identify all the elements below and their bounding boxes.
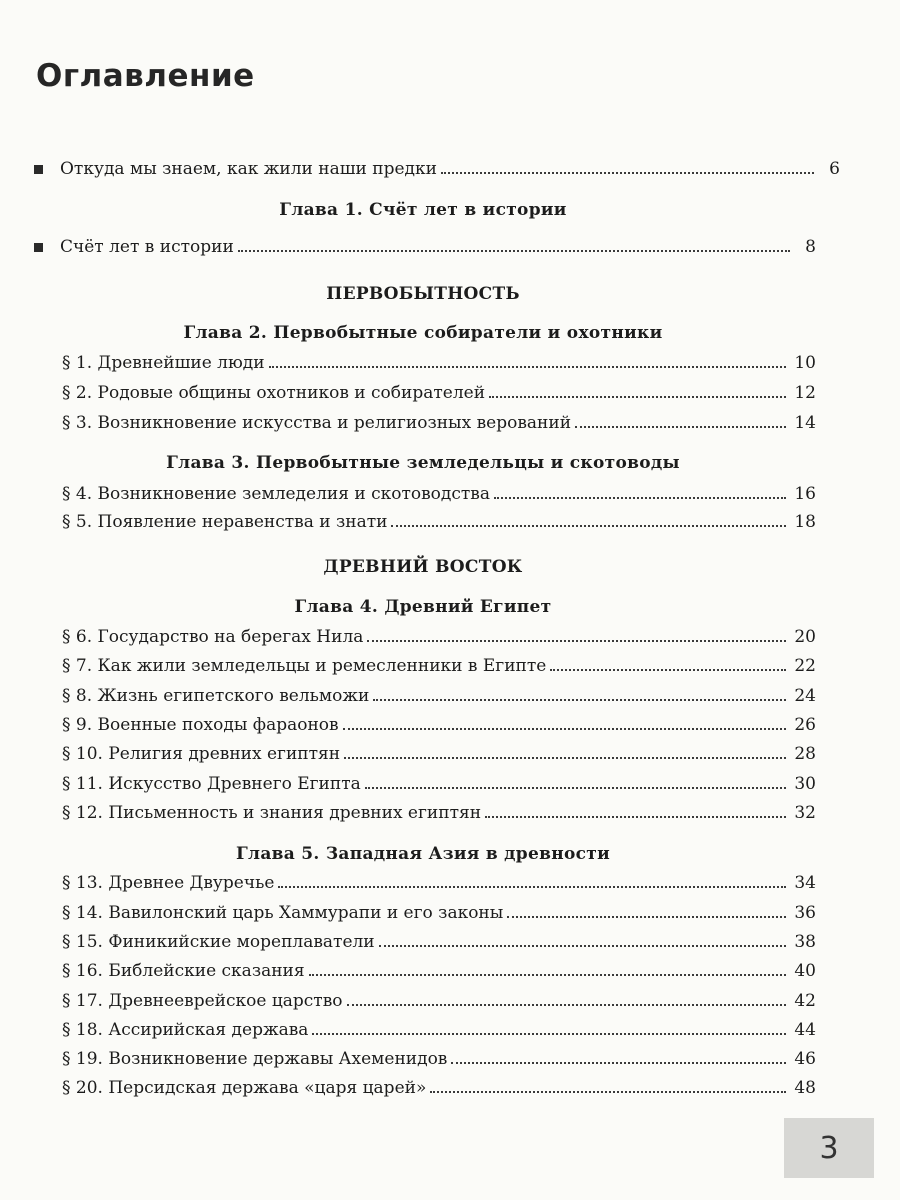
dot-leader — [278, 886, 786, 888]
chapter-heading: Глава 4. Древний Египет — [294, 597, 552, 617]
toc-entry-page: 24 — [794, 686, 816, 706]
toc-entry-page: 14 — [794, 413, 816, 433]
toc-entry-page: 12 — [794, 383, 816, 403]
toc-entry-page: 30 — [794, 774, 816, 794]
dot-leader — [430, 1091, 786, 1093]
dot-leader — [343, 728, 787, 730]
dot-leader — [507, 916, 786, 918]
chapter-heading: Глава 1. Счёт лет в истории — [279, 200, 567, 220]
toc-entry-label: Счёт лет в истории — [60, 237, 234, 257]
toc-entry[interactable] — [62, 624, 816, 650]
toc-entry-label: § 18. Ассирийская держава — [62, 1020, 309, 1040]
dot-leader — [391, 525, 786, 527]
toc-entry-label: § 17. Древнееврейское царство — [62, 991, 343, 1011]
toc-entry[interactable] — [62, 410, 816, 436]
dot-leader — [489, 396, 786, 398]
chapter-heading: Глава 2. Первобытные собиратели и охотники — [183, 323, 663, 343]
toc-entry-label: § 15. Финикийские мореплаватели — [62, 932, 375, 952]
toc-entry[interactable] — [60, 234, 816, 260]
part-heading: ПЕРВОБЫТНОСТЬ — [326, 284, 520, 304]
bullet-marker — [34, 243, 43, 252]
toc-entry-page: 20 — [794, 627, 816, 647]
toc-entry-page: 48 — [794, 1078, 816, 1098]
toc-entry[interactable] — [62, 653, 816, 679]
toc-entry-label: § 12. Письменность и знания древних египтян — [62, 803, 482, 823]
toc-entry[interactable] — [62, 1075, 816, 1101]
toc-entry-page: 38 — [794, 932, 816, 952]
toc-entry[interactable] — [62, 741, 816, 767]
toc-entry[interactable] — [62, 712, 816, 738]
dot-leader — [309, 974, 787, 976]
toc-entry[interactable] — [62, 380, 816, 406]
toc-entry-page: 22 — [794, 656, 816, 676]
toc-entry-page: 40 — [794, 961, 816, 981]
toc-entry-page: 42 — [794, 991, 816, 1011]
dot-leader — [312, 1033, 786, 1035]
toc-entry[interactable] — [62, 870, 816, 896]
dot-leader — [441, 172, 814, 174]
toc-entry[interactable] — [62, 1017, 816, 1043]
toc-entry-label: § 11. Искусство Древнего Египта — [62, 774, 361, 794]
toc-entry[interactable] — [62, 481, 816, 507]
toc-entry[interactable] — [62, 683, 816, 709]
toc-entry[interactable] — [62, 509, 816, 535]
toc-entry[interactable] — [62, 800, 816, 826]
dot-leader — [494, 497, 786, 499]
toc-entry-label: § 3. Возникновение искусства и религиозных верований — [62, 413, 572, 433]
toc-entry[interactable] — [62, 900, 816, 926]
toc-entry-page: 46 — [794, 1049, 816, 1069]
toc-entry[interactable] — [62, 1046, 816, 1072]
toc-entry-page: 28 — [794, 744, 816, 764]
chapter-heading: Глава 5. Западная Азия в древности — [236, 844, 610, 864]
toc-entry-label: § 6. Государство на берегах Нила — [62, 627, 364, 647]
toc-entry[interactable] — [62, 988, 816, 1014]
toc-entry-label: § 9. Военные походы фараонов — [62, 715, 339, 735]
toc-entry-page: 18 — [794, 512, 816, 532]
toc-entry-label: § 4. Возникновение земледелия и скотоводства — [62, 484, 490, 504]
dot-leader — [238, 250, 790, 252]
bullet-marker — [34, 165, 43, 174]
dot-leader — [485, 816, 786, 818]
toc-entry-label: § 19. Возникновение державы Ахеменидов — [62, 1049, 448, 1069]
toc-entry-page: 26 — [794, 715, 816, 735]
toc-entry-label: § 13. Древнее Двуречье — [62, 873, 275, 893]
dot-leader — [575, 426, 786, 428]
toc-entry[interactable] — [62, 958, 816, 984]
dot-leader — [451, 1062, 786, 1064]
toc-entry-label: § 1. Древнейшие люди — [62, 353, 265, 373]
dot-leader — [347, 1004, 787, 1006]
toc-entry[interactable] — [62, 929, 816, 955]
dot-leader — [344, 757, 786, 759]
toc-entry[interactable] — [60, 156, 840, 182]
toc-entry-label: § 7. Как жили земледельцы и ремесленники в Египте — [62, 656, 547, 676]
dot-leader — [367, 640, 786, 642]
toc-entry-label: § 2. Родовые общины охотников и собирателей — [62, 383, 486, 403]
part-heading: ДРЕВНИЙ ВОСТОК — [323, 557, 523, 577]
toc-entry[interactable] — [62, 771, 816, 797]
chapter-heading: Глава 3. Первобытные земледельцы и скотоводы — [166, 453, 680, 473]
toc-entry-page: 34 — [794, 873, 816, 893]
toc-entry-label: § 10. Религия древних египтян — [62, 744, 341, 764]
dot-leader — [373, 699, 786, 701]
toc-entry-label: § 14. Вавилонский царь Хаммурапи и его законы — [62, 903, 504, 923]
toc-entry-page: 8 — [805, 237, 816, 257]
toc-entry-label: § 16. Библейские сказания — [62, 961, 305, 981]
dot-leader — [550, 669, 786, 671]
toc-entry-page: 10 — [794, 353, 816, 373]
dot-leader — [365, 787, 787, 789]
toc-entry-label: § 8. Жизнь египетского вельможи — [62, 686, 370, 706]
toc-entry[interactable] — [62, 350, 816, 376]
toc-entry-label: § 5. Появление неравенства и знати — [62, 512, 388, 532]
toc-entry-label: § 20. Персидская держава «царя царей» — [62, 1078, 427, 1098]
toc-entry-page: 16 — [794, 484, 816, 504]
toc-entry-page: 36 — [794, 903, 816, 923]
dot-leader — [379, 945, 787, 947]
page-number: 3 — [819, 1130, 839, 1166]
toc-entry-label: Откуда мы знаем, как жили наши предки — [60, 159, 437, 179]
toc-entry-page: 44 — [794, 1020, 816, 1040]
toc-entry-page: 6 — [829, 159, 840, 179]
page-title: Оглавление — [36, 58, 255, 94]
page-number-tab — [784, 1118, 874, 1178]
toc-entry-page: 32 — [794, 803, 816, 823]
dot-leader — [269, 366, 787, 368]
